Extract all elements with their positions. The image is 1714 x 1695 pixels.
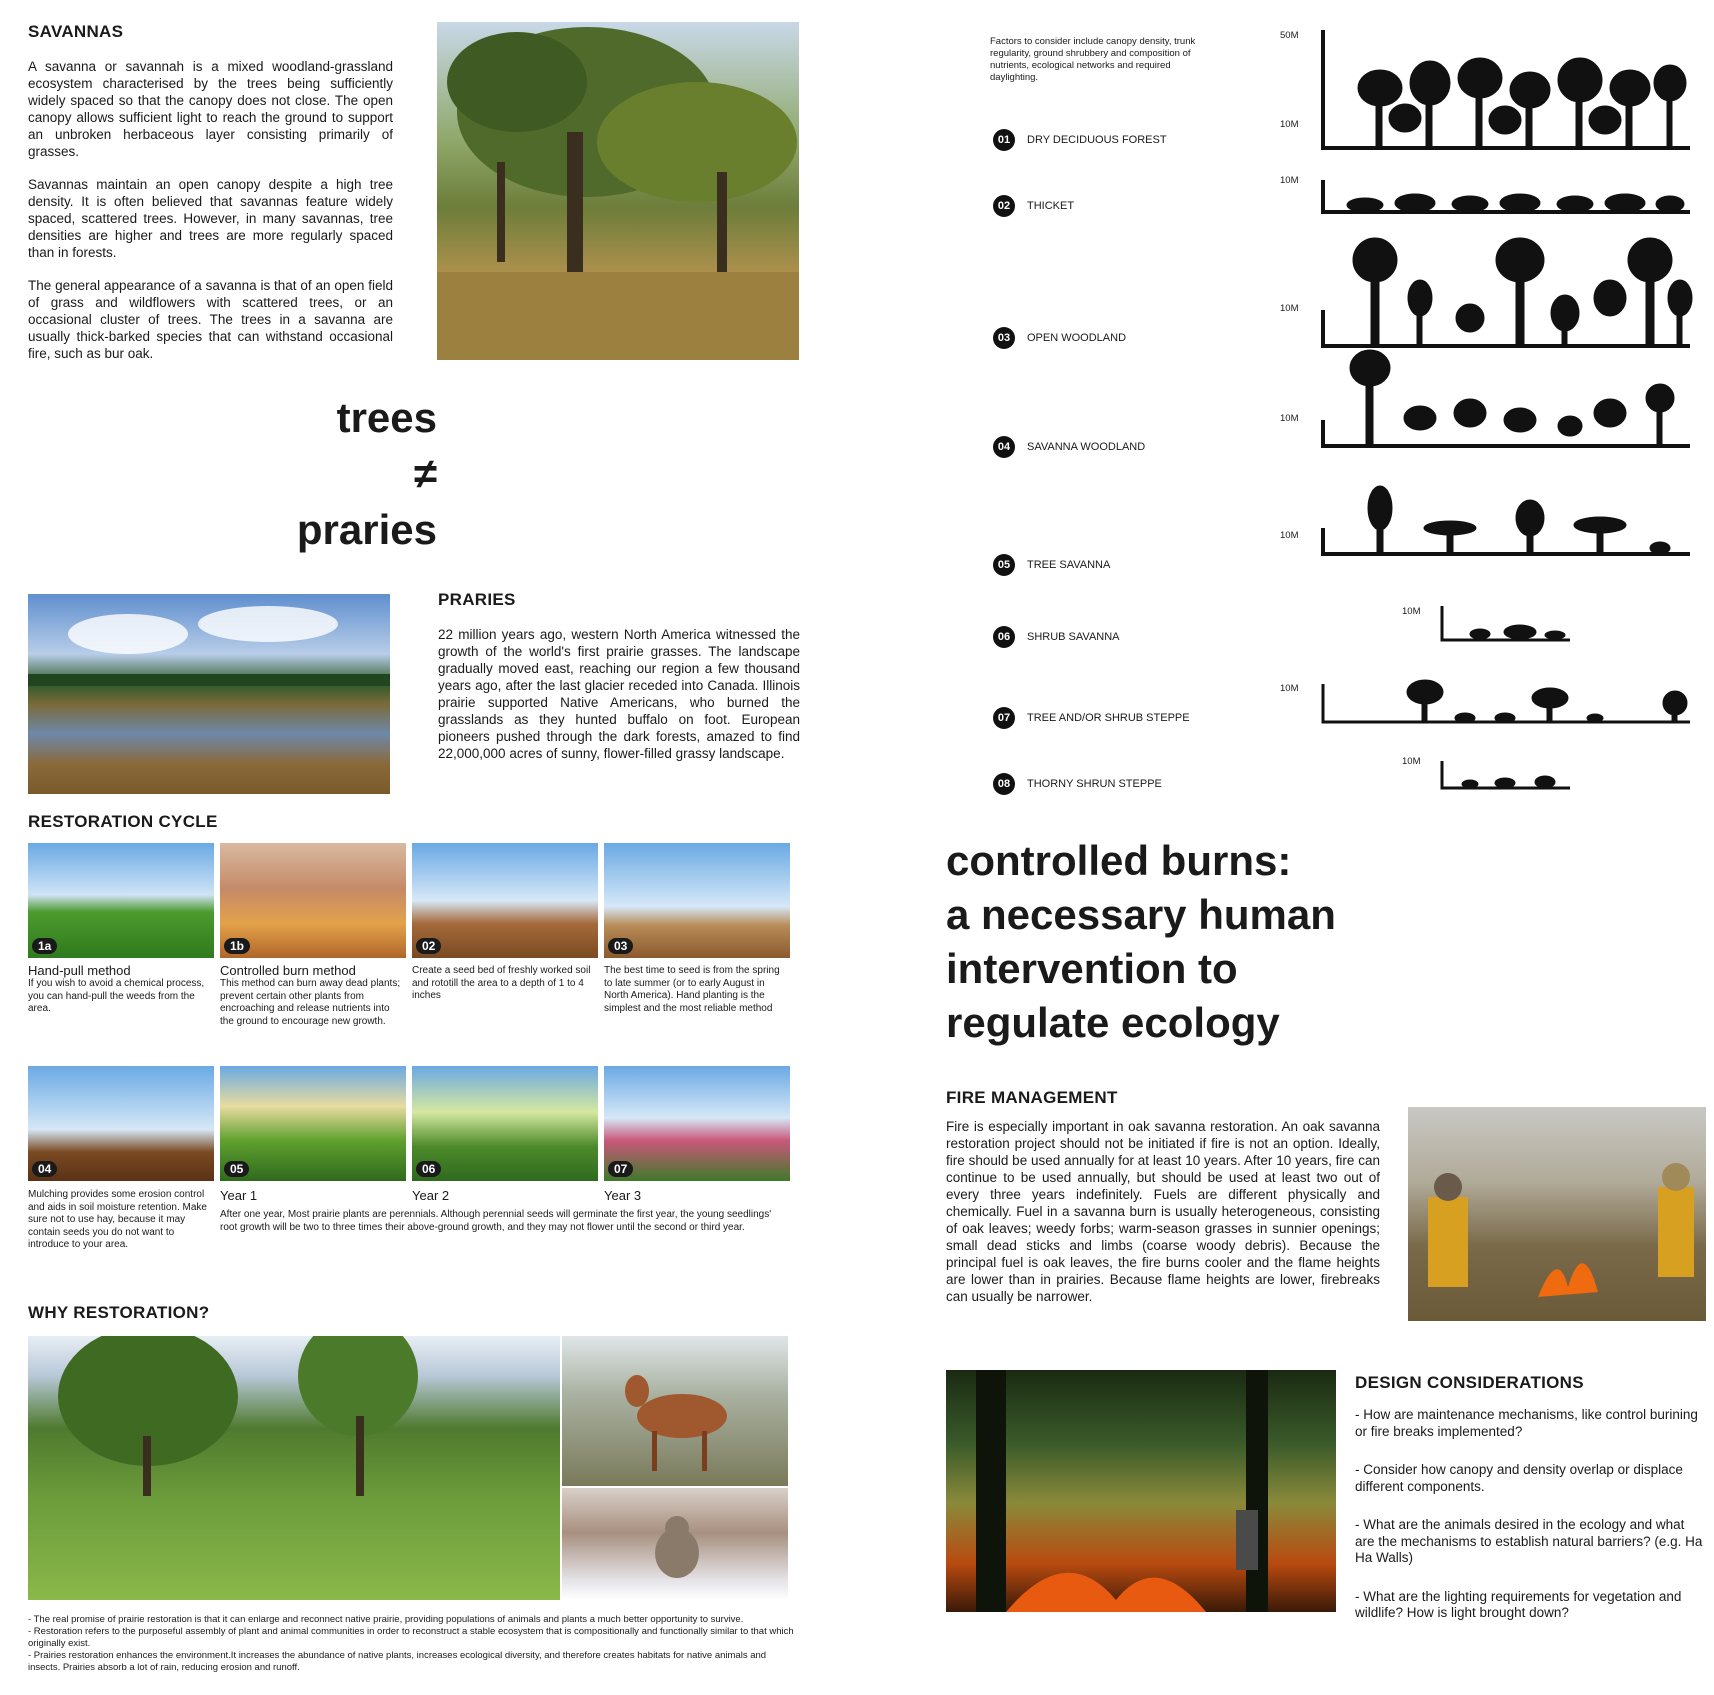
step-1a-image (28, 843, 214, 958)
step-06-title: Year 2 (412, 1188, 450, 1203)
volunteers-photo (28, 1336, 560, 1600)
praries-text: 22 million years ago, western North America witnessed the growth of the world's first prairie grasses. The landscape gradually moved east, reaching our region a few thousand years ago, after the last glacier receded into Canada. Illinois prairie supported Native Americans, who burned the grasslands as they hunted buffalo on foot. European pioneers pushed through the dark forests, amazed to find 22,000,000 acres of sunny, flower-filled grassy landscape. (438, 627, 800, 761)
forest-canopy-silhouette (1358, 58, 1686, 146)
ecology-number: 01 (993, 129, 1015, 151)
step-badge: 1b (224, 938, 250, 954)
coyote-illustration (562, 1488, 788, 1600)
ecology-number: 06 (993, 626, 1015, 648)
burns-line: a necessary human (946, 891, 1336, 938)
savanna-woodland-silhouette (1350, 350, 1674, 444)
shrub-savanna-silhouette (1470, 625, 1565, 639)
step-badge: 07 (608, 1161, 633, 1177)
ecology-number: 04 (993, 436, 1015, 458)
step-1b-image (220, 843, 406, 958)
pronghorn-photo (562, 1336, 788, 1486)
savannas-paragraph: Savannas maintain an open canopy despite a high tree density. It is often believed that savannas feature widely spaced, scattered trees. However, in many savannas, tree densities are higher and trees are more regularly spaced than in forests. (28, 177, 393, 260)
step-badge: 1a (32, 938, 57, 954)
step-1a-caption (28, 963, 214, 1016)
scale-10m: 10M (1280, 413, 1299, 424)
tree-savanna-silhouette (1368, 486, 1670, 554)
ecology-item (993, 626, 1120, 648)
step-06-image (412, 1066, 598, 1181)
ecology-item (993, 195, 1074, 217)
ecology-label: THICKET (1027, 200, 1075, 212)
ecology-intro: Factors to consider include canopy density, trunk regularity, ground shrubbery and composition of nutrients, ecological networks and required daylighting. (990, 36, 1196, 83)
burns-line: intervention to (946, 945, 1238, 992)
burns-headline (946, 834, 1336, 1050)
steppe-silhouette (1407, 680, 1687, 723)
savannas-text (28, 58, 393, 378)
prairie-landscape-illustration (28, 594, 390, 794)
ecology-number: 03 (993, 327, 1015, 349)
thicket-silhouette (1347, 194, 1684, 212)
fire-heading: FIRE MANAGEMENT (946, 1088, 1118, 1107)
step-text: This method can burn away dead plants; prevent certain other plants from encroaching and release nutrients into the ground to encourage new growth. (220, 978, 401, 1027)
ecology-label: TREE SAVANNA (1027, 559, 1111, 571)
savannas-paragraph: A savanna or savannah is a mixed woodland-grassland ecosystem characterised by the trees being sufficiently widely spaced so that the canopy does not close. The open canopy allows sufficient light to reach the ground to support an unbroken herbaceous layer consisting primarily of grasses. (28, 59, 393, 159)
design-heading: DESIGN CONSIDERATIONS (1355, 1373, 1584, 1392)
step-07-image (604, 1066, 790, 1181)
restoration-heading: RESTORATION CYCLE (28, 812, 218, 831)
scale-10m: 10M (1402, 606, 1421, 617)
step-text: Create a seed bed of freshly worked soil and rototill the area to a depth of 1 to 4 inches (412, 965, 591, 1001)
ecology-label: THORNY SHRUN STEPPE (1027, 778, 1162, 790)
burns-line: controlled burns: (946, 837, 1292, 884)
design-item: - What are the animals desired in the ecology and what are the mechanisms to establish natural barriers? (e.g. Ha Ha Walls) (1355, 1517, 1703, 1565)
slogan-trees: trees (336, 394, 437, 441)
thorny-steppe-silhouette (1462, 776, 1555, 788)
ecology-silhouettes (1320, 28, 1700, 798)
ecology-item (993, 707, 1190, 729)
step-badge: 06 (416, 1161, 441, 1177)
fire-crew-photo (1408, 1107, 1706, 1321)
pronghorn-illustration (562, 1336, 788, 1486)
ecology-label: SHRUB SAVANNA (1027, 631, 1120, 643)
praries-heading: PRARIES (438, 590, 516, 609)
step-05-title: Year 1 (220, 1188, 258, 1203)
step-title: Hand-pull method (28, 963, 131, 978)
design-item: - What are the lighting requirements for vegetation and wildlife? How is light brought down? (1355, 1588, 1682, 1620)
savannas-paragraph: The general appearance of a savanna is that of an open field of grass and wildflowers with scattered trees, or an occasional cluster of trees. The trees in a savanna are usually thick-barked species that can withstand occasional fire, such as bur oak. (28, 278, 393, 361)
step-text: The best time to seed is from the spring to late summer (or to early August in North America). Hand planting is the simplest and the most reliable method (604, 965, 780, 1014)
slogan (260, 390, 437, 558)
ecology-item (993, 129, 1167, 151)
scale-10m: 10M (1280, 119, 1299, 130)
why-bullet: - Prairies restoration enhances the environment.It increases the abundance of native plants, increases ecological diversity, and therefore creates habitats for native animals and insects. Prairies absorb a lot of rain, reducing erosion and runoff. (28, 1650, 767, 1673)
forest-fire-illustration (946, 1370, 1336, 1612)
ecology-label: DRY DECIDUOUS FOREST (1027, 134, 1167, 146)
scale-50m: 50M (1280, 30, 1299, 41)
step-badge: 04 (32, 1161, 57, 1177)
slogan-not-equal: ≠ (413, 450, 437, 497)
design-item: - How are maintenance mechanisms, like control burining or fire breaks implemented? (1355, 1407, 1698, 1439)
ecology-label: OPEN WOODLAND (1027, 332, 1127, 344)
step-badge: 05 (224, 1161, 249, 1177)
years-text: After one year, Most prairie plants are perennials. Although perennial seeds will germinate the first year, the young seedlings' root growth will be two to three times their above-ground growth, and they may not flower until the second or third year. (220, 1209, 772, 1233)
slogan-praries: praries (296, 506, 437, 553)
why-bullets (28, 1614, 798, 1674)
scale-10m: 10M (1280, 175, 1299, 186)
ecology-number: 08 (993, 773, 1015, 795)
why-bullet: - The real promise of prairie restoration is that it can enlarge and reconnect native prairie, providing populations of animals and plants a much better opportunity to survive. (28, 1614, 744, 1625)
prairie-photo (28, 594, 390, 794)
why-bullet: - Restoration refers to the purposeful assembly of plant and animal communities in order to reconstruct a stable ecosystem that is compositionally and functionally similar to that which originally exist. (28, 1626, 794, 1649)
scale-10m: 10M (1280, 530, 1299, 541)
step-02-image (412, 843, 598, 958)
step-1b-caption (220, 963, 406, 1028)
fire-crew-illustration (1408, 1107, 1706, 1321)
step-badge: 03 (608, 938, 633, 954)
step-badge: 02 (416, 938, 441, 954)
step-07-title: Year 3 (604, 1188, 642, 1203)
burns-line: regulate ecology (946, 999, 1280, 1046)
ecology-item (993, 436, 1145, 458)
step-text: If you wish to avoid a chemical process, you can hand-pull the weeds from the area. (28, 978, 205, 1014)
ecology-label: TREE AND/OR SHRUB STEPPE (1027, 712, 1190, 724)
ecology-item (993, 773, 1162, 795)
step-02-caption (412, 965, 598, 1003)
scale-10m: 10M (1280, 303, 1299, 314)
fire-text: Fire is especially important in oak savanna restoration. An oak savanna restoration project should not be initiated if fire is not an option. Ideally, fire should be used annually for at least 10 years. After 10 years, fire can continue to be used annually, but should be used at least two out of every three years indefinitely. Fuels are different physically and chemically. Fuel in a savanna burn is usually heterogeneous, consisting of oak leaves; weedy forbs; warm-season grasses in sunnier openings; small dead sticks and limbs (coarse woody debris). Because the principal fuel is oak leaves, the fire burns cooler and the flame heights are lower than in prairies. Because flame heights are lower, firebreaks can usually be narrower. (946, 1119, 1380, 1304)
ecology-item (993, 554, 1110, 576)
step-03-image (604, 843, 790, 958)
forest-fire-photo (946, 1370, 1336, 1612)
ecology-number: 02 (993, 195, 1015, 217)
ecology-number: 07 (993, 707, 1015, 729)
step-04-image (28, 1066, 214, 1181)
ecology-number: 05 (993, 554, 1015, 576)
step-03-caption (604, 965, 790, 1015)
ecology-item (993, 327, 1126, 349)
why-heading: WHY RESTORATION? (28, 1303, 210, 1322)
savannas-heading: SAVANNAS (28, 22, 124, 41)
step-title: Controlled burn method (220, 963, 356, 978)
step-04-text: Mulching provides some erosion control and aids in soil moisture retention. Make sure not to use hay, because it may contain seeds you do not want to introduce to your area. (28, 1189, 207, 1250)
scale-10m: 10M (1280, 683, 1299, 694)
volunteers-illustration (28, 1336, 560, 1600)
scale-10m: 10M (1402, 756, 1421, 767)
savanna-photo (437, 22, 799, 360)
design-list (1355, 1407, 1705, 1644)
step-05-image (220, 1066, 406, 1181)
design-item: - Consider how canopy and density overlap or displace different components. (1355, 1462, 1683, 1494)
coyote-photo (562, 1488, 788, 1600)
open-woodland-silhouette (1353, 238, 1692, 345)
ecology-label: SAVANNA WOODLAND (1027, 441, 1146, 453)
oak-tree-illustration (437, 22, 799, 360)
